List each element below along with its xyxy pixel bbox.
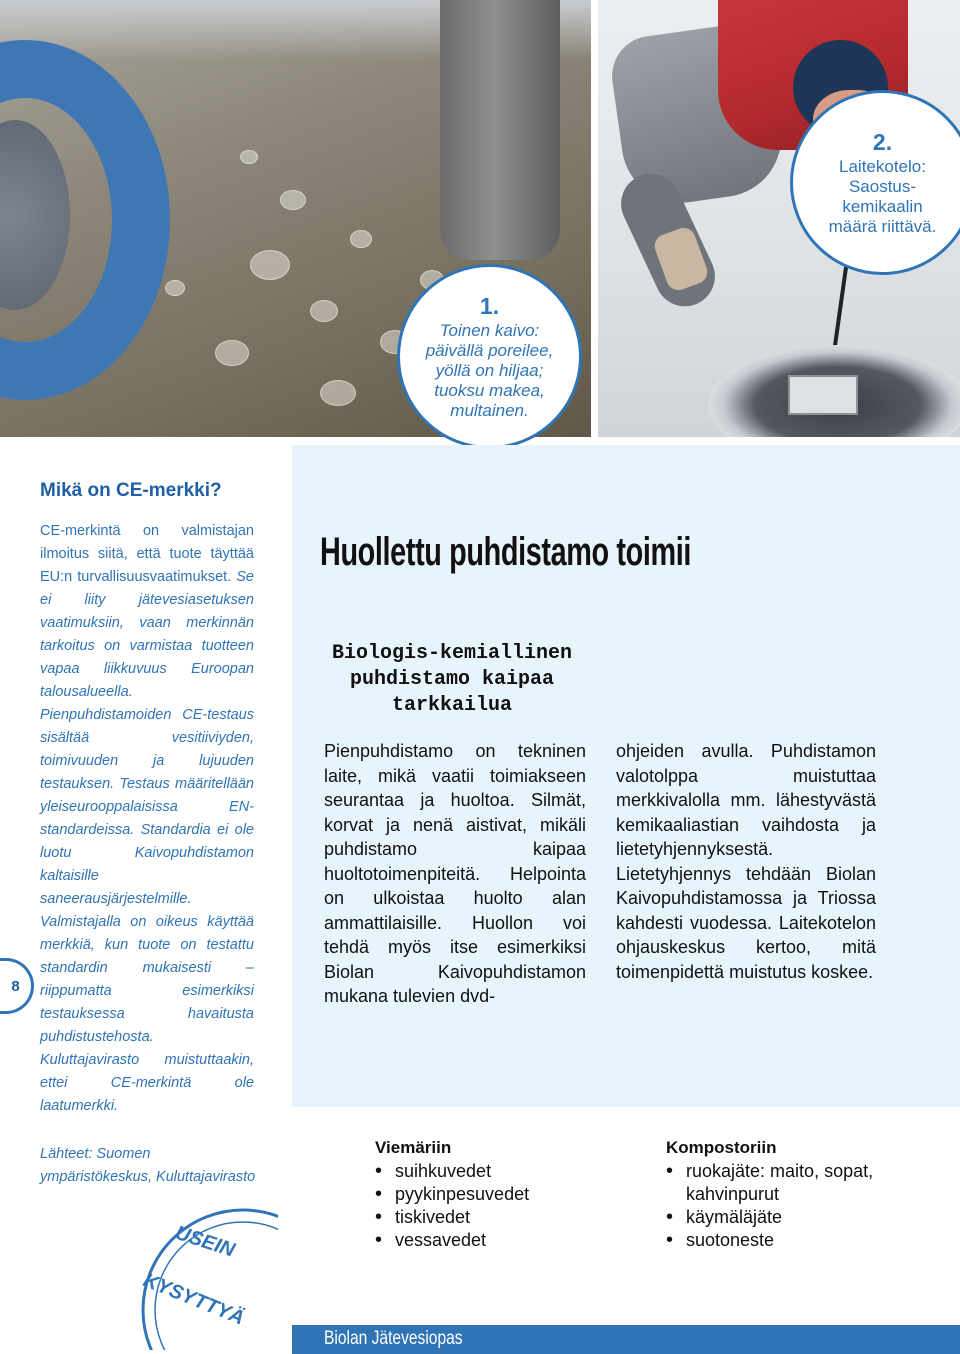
callout-line: yöllä on hiljaa; — [435, 360, 544, 380]
sidebar-title: Mikä on CE-merkki? — [40, 480, 222, 501]
callout-line: multainen. — [450, 400, 529, 420]
list-item: • pyykinpesuvedet — [375, 1183, 605, 1206]
list-heading: Viemäriin — [375, 1138, 452, 1157]
photo-well-pipe — [440, 0, 560, 260]
list-item: • suotoneste — [666, 1229, 906, 1252]
photo-bubble — [350, 230, 372, 248]
list-item: • vessavedet — [375, 1229, 605, 1252]
sidebar-text: Se ei liity jätevesiasetuksen vaatimuksiin, vaan merkinnän tarkoitus on varmistaa tuotteen vapaa liikkuvuus Euroopan talousalueella. Pienpuhdistamoiden CE-testaus sisältää vesitiiviyden, toimivuuden ja lujuuden testauksen. Testaus määritellään yleiseurooppalaisissa EN-standardeissa. Standardia ei ole luotu Kaivopuhdistamon kaltaisille saneerausjärjestelmille. Valmistajalla on oikeus käyttää merkkiä, kun tuote on testattu standardin mukaisesti – riippumatta esimerkiksi testauksessa havaitusta puhdistustehosta. Kuluttajavirasto muistuttaakin, ettei CE-merkintä ole laatumerkki. — [40, 569, 254, 1114]
list-viemariin — [375, 1136, 605, 1252]
page-number: 8 — [0, 958, 34, 1014]
callout-number: 2. — [872, 128, 893, 155]
callout-1 — [397, 264, 582, 449]
photo-bubble — [280, 190, 306, 210]
callout-line: kemikaalin — [842, 196, 923, 216]
photo-bubble — [250, 250, 290, 280]
list-item: • ruokajäte: maito, sopat, kahvinpurut — [666, 1160, 906, 1206]
photo-bubble — [215, 340, 249, 366]
article-subheading: Biologis-kemiallinen puhdistamo kaipaa tarkkailua — [331, 642, 573, 717]
sidebar-lead: CE-merkintä on valmistajan ilmoitus siitä, että tuote täyttää EU:n turvallisuusvaatimukset. — [40, 523, 254, 585]
list-items — [666, 1160, 906, 1252]
stamp-line2: KYSYTTYÄ — [140, 1269, 248, 1330]
article-column-2: ohjeiden avulla. Puhdistamon valotolppa muistuttaa merkkivalolla mm. lähestyvästä kemikaaliastian vaihdosta ja lietetyhjennyksestä. Lietetyhjennys tehdään Biolan Kaivopuhdistamossa ja Triossa kahdesti vuodessa. Laitekotelon ohjauskeskus kertoo, mitä toimenpidettä muistutus koskee. — [616, 741, 876, 982]
callout-line: määrä riittävä. — [828, 216, 937, 236]
callout-line: Laitekotelo: — [839, 156, 926, 176]
photo-bubble — [320, 380, 356, 406]
faq-stamp — [128, 1200, 278, 1350]
list-kompostoriin — [666, 1136, 906, 1252]
stamp-line1: USEIN — [172, 1221, 238, 1262]
list-heading: Kompostoriin — [666, 1138, 777, 1157]
list-items — [375, 1160, 605, 1252]
callout-line: Saostus- — [848, 176, 917, 196]
list-item: • käymäläjäte — [666, 1206, 906, 1229]
callout-2 — [790, 90, 960, 275]
photo-bubble — [240, 150, 258, 164]
callout-number: 1. — [479, 292, 500, 319]
photo-bubble — [310, 300, 338, 322]
photo-control-unit — [788, 375, 858, 415]
photo-bubble — [165, 280, 185, 296]
callout-line: Toinen kaivo: — [439, 320, 540, 340]
callout-line: tuoksu makea, — [434, 380, 545, 400]
callout-line: päivällä poreilee, — [425, 340, 554, 360]
article-title: Huollettu puhdistamo toimii — [320, 530, 692, 574]
list-item: • suihkuvedet — [375, 1160, 605, 1183]
footer-title: Biolan Jätevesiopas — [324, 1328, 463, 1349]
article-column-1: Pienpuhdistamo on tekninen laite, mikä vaatii toimiakseen seurantaa ja huoltoa. Silmät, korvat ja nenä aistivat, mikäli puhdistamo kaipaa huoltotoimenpiteitä. Helpointa on ulkoistaa huolto alan ammattilaisille. Huollon voi tehdä myös itse esimerkiksi Biolan Kaivopuhdistamon mukana tulevien dvd- — [324, 741, 586, 1006]
sidebar-source: Lähteet: Suomen ympäristökeskus, Kuluttajavirasto — [40, 1146, 256, 1185]
list-item: • tiskivedet — [375, 1206, 605, 1229]
sidebar-body — [40, 520, 254, 1118]
